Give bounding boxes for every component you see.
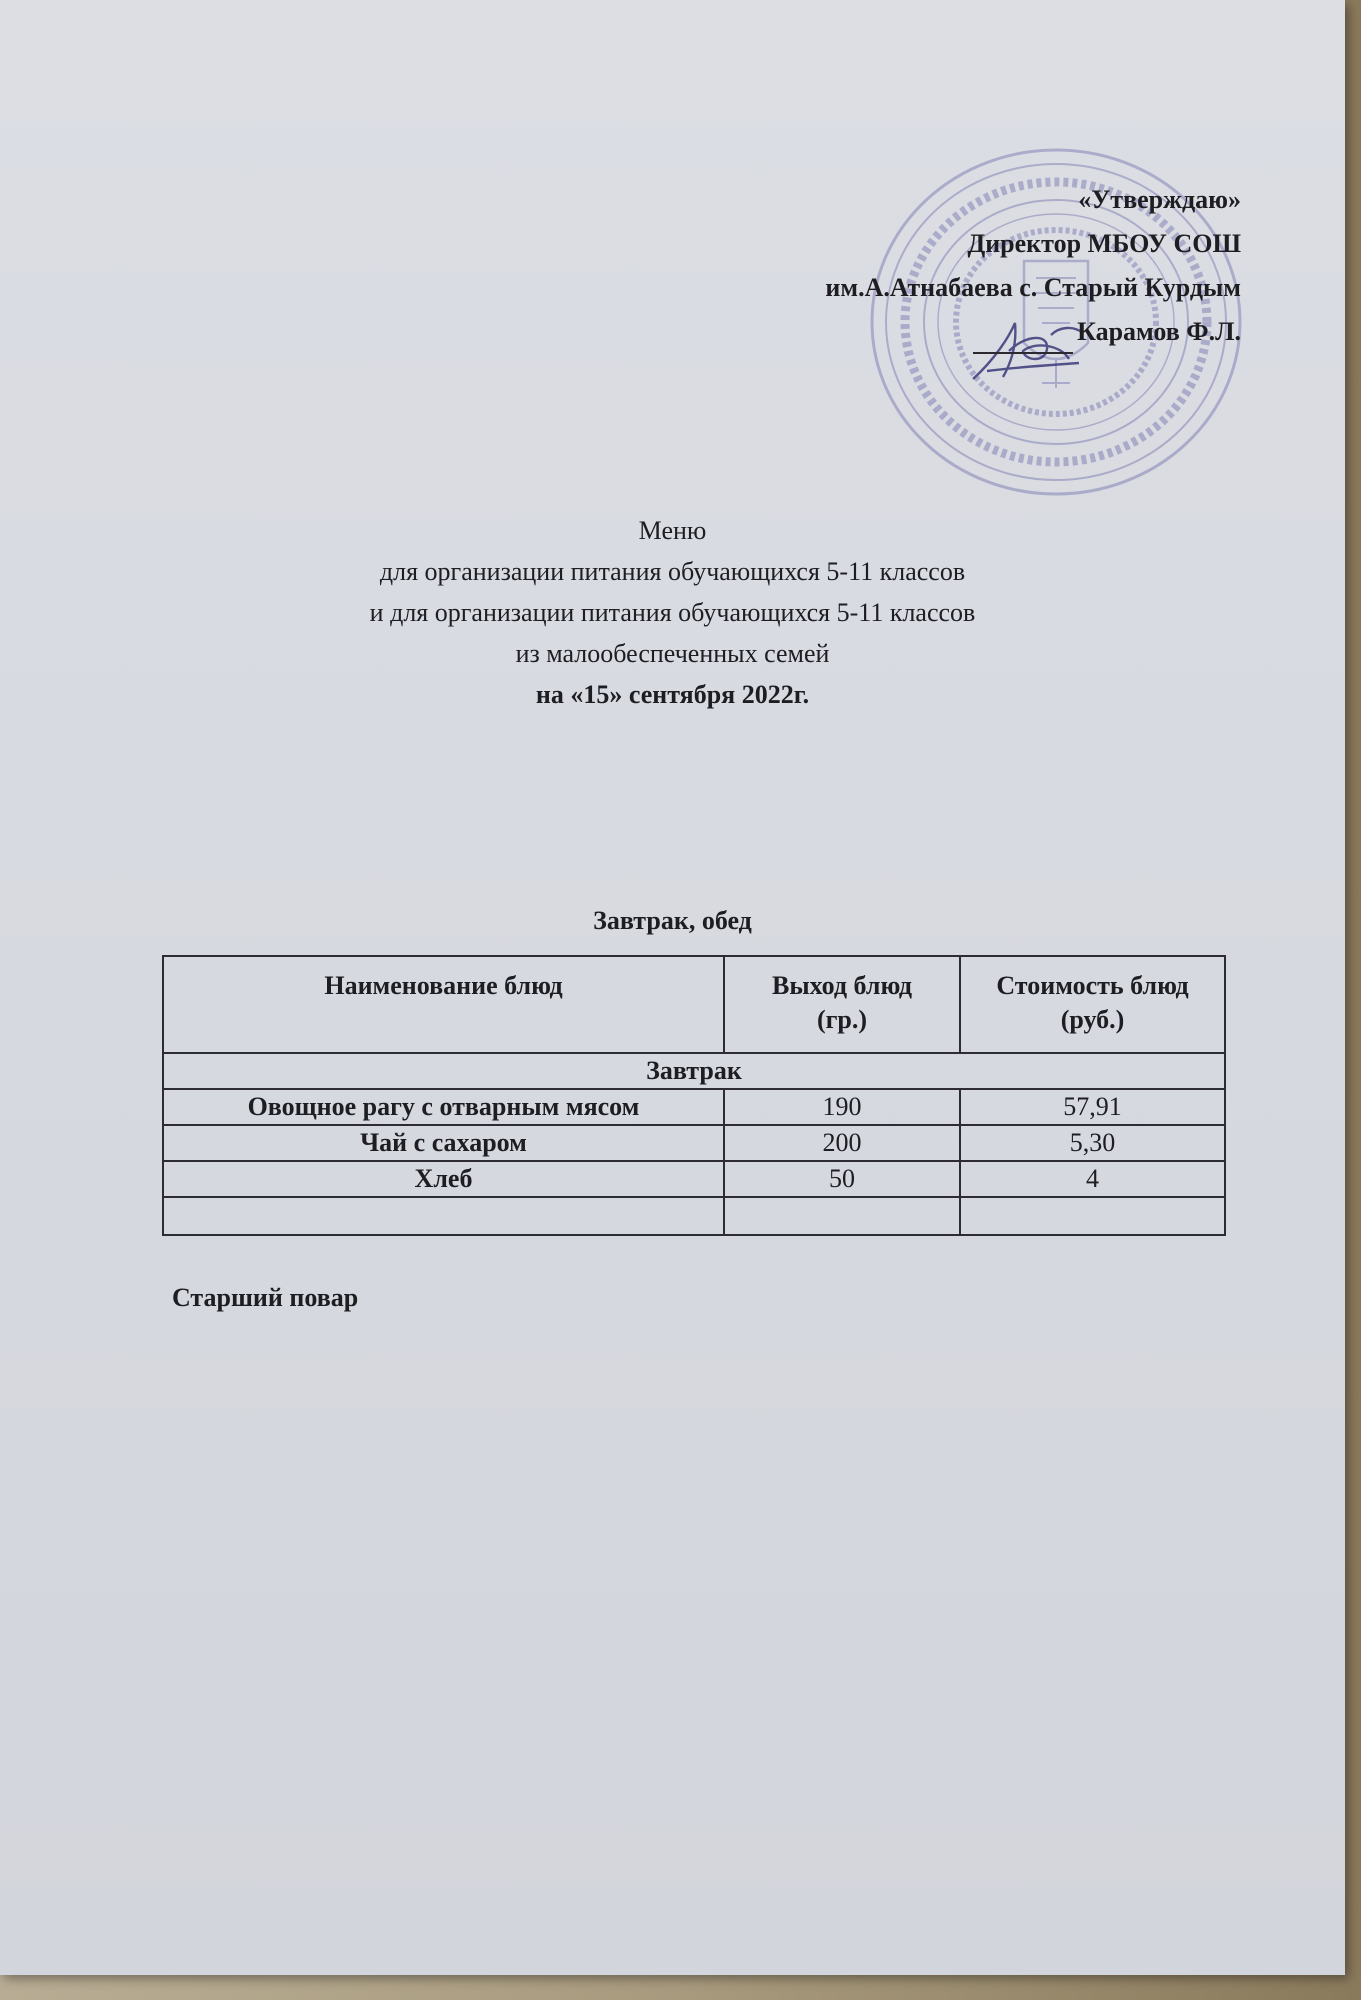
dish-name: Хлеб — [163, 1161, 724, 1197]
group-label: Завтрак — [163, 1053, 1225, 1089]
dish-yield: 200 — [724, 1125, 960, 1161]
empty-cell — [163, 1197, 724, 1235]
header-yield — [724, 956, 960, 1053]
document-title — [0, 510, 1345, 715]
dish-name: Овощное рагу с отварным мясом — [163, 1089, 724, 1125]
section-title: Завтрак, обед — [593, 906, 752, 935]
table-row — [163, 1161, 1225, 1197]
dish-cost: 5,30 — [960, 1125, 1225, 1161]
approval-heading: «Утверждаю» — [1078, 185, 1241, 214]
table-row — [163, 1089, 1225, 1125]
header-cost-line1: Стоимость блюд — [996, 971, 1189, 1000]
header-yield-line2: (гр.) — [816, 1005, 868, 1034]
title-heading: Меню — [638, 516, 707, 545]
approval-position: Директор МБОУ СОШ — [967, 229, 1241, 258]
menu-table — [162, 955, 1226, 1236]
table-row — [163, 1125, 1225, 1161]
approval-signatory — [825, 310, 1241, 354]
signoff-label: Старший повар — [172, 1283, 359, 1312]
approval-director-name: Карамов Ф.Л. — [1077, 317, 1241, 346]
header-cost-line2: (руб.) — [1060, 1005, 1125, 1034]
dish-yield: 50 — [724, 1161, 960, 1197]
empty-cell — [724, 1197, 960, 1235]
table-group-row — [163, 1053, 1225, 1089]
approval-school: им.А.Атнабаева с. Старый Курдым — [825, 273, 1241, 302]
title-date: на «15» сентября 2022г. — [535, 680, 810, 709]
table-header-row — [163, 956, 1225, 1053]
table-empty-row — [163, 1197, 1225, 1235]
title-line-3: из малообеспеченных семей — [515, 639, 830, 668]
header-yield-line1: Выход блюд — [771, 971, 913, 1000]
approval-block — [825, 178, 1241, 354]
dish-cost: 57,91 — [960, 1089, 1225, 1125]
empty-cell — [960, 1197, 1225, 1235]
header-cost — [960, 956, 1225, 1053]
title-line-1: для организации питания обучающихся 5-11 классов — [379, 557, 966, 586]
dish-yield: 190 — [724, 1089, 960, 1125]
signature-line — [973, 326, 1073, 354]
dish-name: Чай с сахаром — [163, 1125, 724, 1161]
header-dish-name: Наименование блюд — [163, 956, 724, 1053]
title-line-2: и для организации питания обучающихся 5-11 классов — [369, 598, 976, 627]
dish-cost: 4 — [960, 1161, 1225, 1197]
